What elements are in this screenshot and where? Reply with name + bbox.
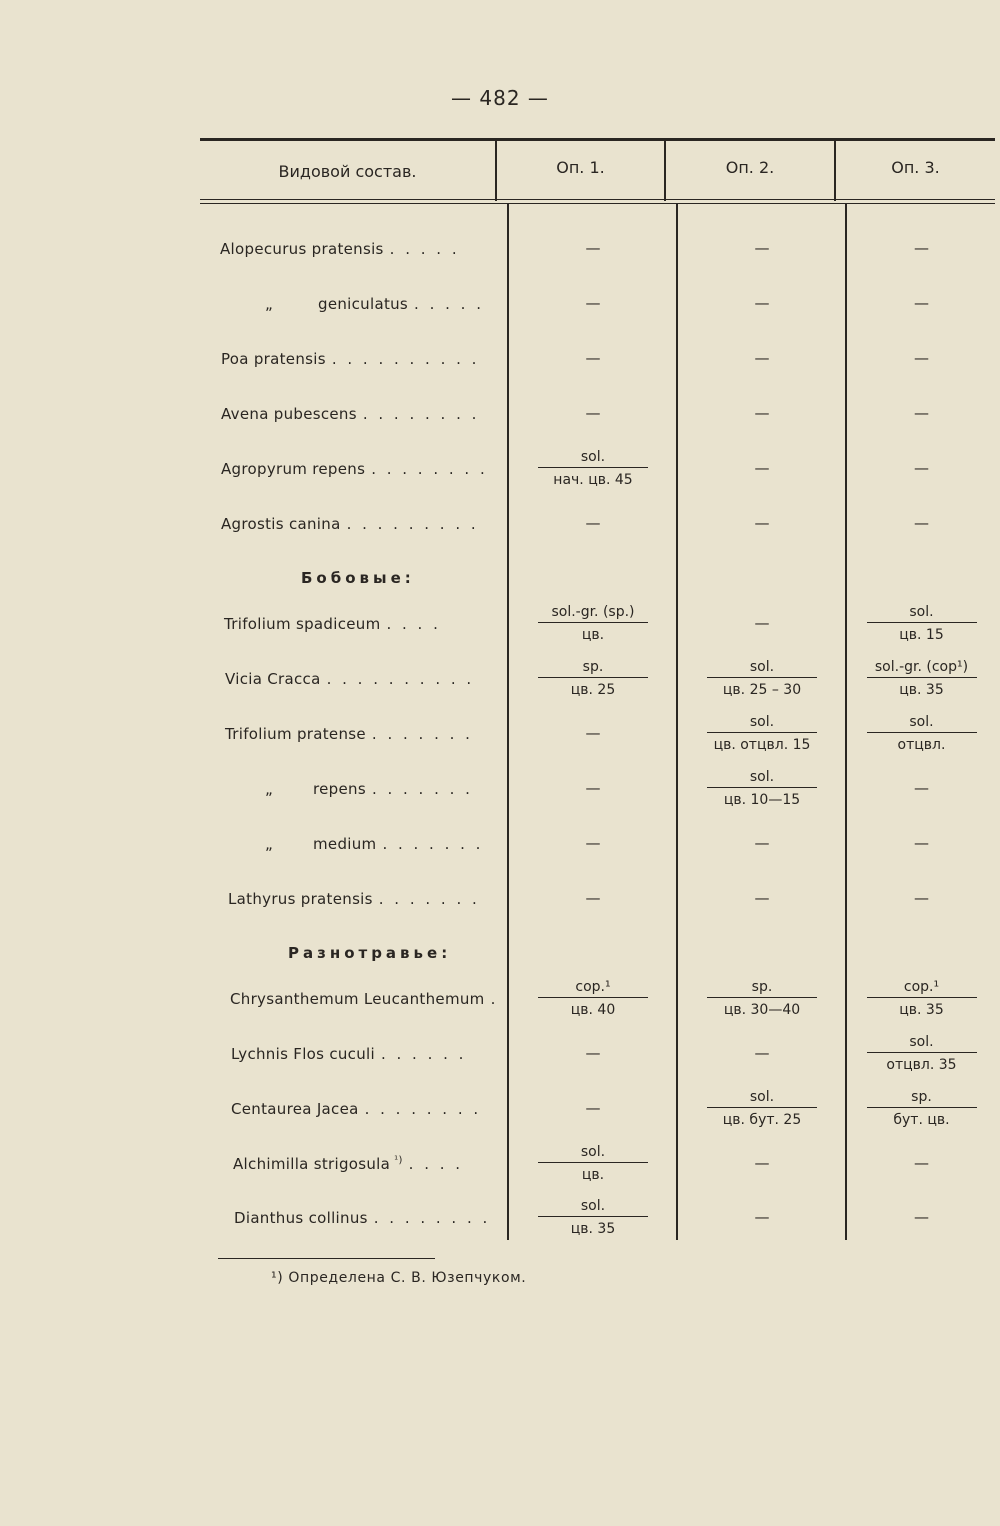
cell-fraction (848, 605, 995, 642)
species-name (221, 350, 479, 368)
species-label: Centaurea Jacea (231, 1100, 359, 1118)
cell-phenology: цв. 25 – 30 (722, 682, 802, 698)
leader-dots: . . . . (386, 615, 441, 633)
species-label: Vicia Cracca (225, 670, 321, 688)
leader-dots: . . . . . . . . (371, 460, 488, 478)
header-op1: Оп. 1. (556, 158, 605, 177)
footnote-ref: ¹) (394, 1155, 403, 1166)
leader-dots: . . . . . . . (382, 835, 484, 853)
cell-fraction (510, 605, 676, 642)
cell-abundance: sol. (909, 604, 934, 620)
cell-fraction (848, 1090, 995, 1127)
cell-abundance: sol. (749, 1089, 775, 1105)
cell-abundance: cop.¹ (903, 979, 940, 995)
cell-dash: — (585, 1099, 601, 1117)
cell-dash: — (754, 889, 770, 907)
species-name (225, 725, 473, 743)
species-label: Avena pubescens (221, 405, 357, 423)
cell-dash: — (914, 294, 929, 312)
species-label: Agropyrum repens (221, 460, 366, 478)
cell-dash: — (754, 834, 770, 852)
cell-dash: — (914, 1208, 929, 1226)
cell-dash: — (585, 294, 601, 312)
cell-phenology: цв. 30—40 (723, 1002, 801, 1018)
cell-dash: — (914, 834, 929, 852)
cell-dash: — (754, 239, 770, 257)
cell-dash: — (754, 294, 770, 312)
leader-dots: . . . . . . . (378, 890, 480, 908)
cell-dash: — (754, 514, 770, 532)
section-legumes: Бобовые: (301, 569, 415, 587)
ditto-mark: „ (265, 780, 274, 798)
cell-dash: — (754, 1208, 770, 1226)
cell-abundance: cop.¹ (575, 979, 611, 995)
cell-dash: — (754, 614, 770, 632)
cell-abundance: sol. (909, 714, 934, 730)
cell-dash: — (585, 1044, 601, 1062)
footnote (271, 1270, 526, 1286)
leader-dots: . . . . . . . (371, 780, 473, 798)
cell-fraction (848, 715, 995, 752)
species-label: Chrysanthemum Leucanthemum (230, 990, 485, 1008)
cell-fraction (510, 450, 676, 487)
cell-fraction (848, 980, 995, 1017)
cell-dash: — (754, 1044, 770, 1062)
cell-dash: — (585, 514, 601, 532)
cell-fraction (848, 1035, 995, 1072)
species-label: geniculatus (318, 295, 409, 313)
species-name (225, 670, 474, 688)
species-label: medium (313, 835, 377, 853)
cell-phenology: цв. (581, 627, 605, 643)
cell-fraction (510, 980, 676, 1017)
leader-dots: . . . . . . . . . (346, 515, 479, 533)
cell-dash: — (585, 349, 601, 367)
leader-dots: . (490, 990, 499, 1008)
cell-abundance: sol.-gr. (cop¹) (874, 659, 969, 675)
cell-dash: — (914, 514, 929, 532)
cell-fraction (848, 660, 995, 697)
species-label: Dianthus collinus (234, 1209, 368, 1227)
species-name (231, 1100, 481, 1118)
cell-phenology: цв. 15 (899, 627, 944, 643)
cell-phenology: цв. 35 (570, 1221, 616, 1237)
cell-abundance: sol. (909, 1034, 934, 1050)
cell-abundance: sol. (580, 449, 606, 465)
cell-dash: — (585, 724, 601, 742)
cell-fraction (510, 660, 676, 697)
species-label: Trifolium pratense (225, 725, 366, 743)
species-label: Poa pratensis (221, 350, 326, 368)
leader-dots: . . . . . . . . . . (326, 670, 475, 688)
species-name (231, 1045, 466, 1063)
cell-phenology: отцвл. 35 (886, 1057, 957, 1073)
header-bottom-rule-2 (200, 203, 995, 204)
cell-dash: — (914, 1154, 929, 1172)
footnote-rule (218, 1258, 435, 1259)
cell-dash: — (754, 349, 770, 367)
cell-dash: — (914, 779, 929, 797)
cell-dash: — (754, 459, 770, 477)
footnote-text: Определена С. В. Юзепчуком. (288, 1270, 527, 1286)
leader-dots: . . . . (408, 1155, 464, 1173)
cell-phenology: цв. 35 (899, 682, 944, 698)
species-name (234, 1209, 490, 1227)
cell-abundance: sol. (749, 659, 775, 675)
cell-dash: — (914, 349, 929, 367)
section-forbs: Разнотравье: (288, 944, 452, 962)
column-divider-body-1 (507, 204, 509, 1240)
cell-phenology: отцвл. (897, 737, 946, 753)
species-label: repens (313, 780, 366, 798)
species-name (265, 835, 484, 853)
cell-phenology: нач. цв. 45 (553, 472, 633, 488)
cell-dash: — (585, 834, 601, 852)
species-name (220, 240, 460, 258)
cell-abundance: sol. (580, 1144, 606, 1160)
species-name (221, 515, 479, 533)
cell-dash: — (754, 404, 770, 422)
ditto-mark: „ (265, 835, 274, 853)
cell-phenology: цв. бут. 25 (722, 1112, 802, 1128)
species-name (224, 615, 441, 633)
cell-fraction (680, 660, 844, 697)
species-label: Alopecurus pratensis (220, 240, 384, 258)
cell-dash: — (585, 889, 601, 907)
leader-dots: . . . . . . . . (373, 1209, 491, 1227)
header-op2: Оп. 2. (725, 158, 775, 177)
ditto-mark: „ (265, 295, 274, 313)
leader-dots: . . . . . . (380, 1045, 467, 1063)
species-name (265, 780, 473, 798)
cell-fraction (680, 980, 844, 1017)
header-species: Видовой состав. (278, 162, 417, 181)
cell-fraction (510, 1145, 676, 1182)
cell-fraction (680, 770, 844, 807)
cell-abundance: sp. (911, 1089, 932, 1105)
species-label: Lathyrus pratensis (228, 890, 373, 908)
cell-abundance: sol. (580, 1198, 606, 1214)
cell-phenology: бут. цв. (893, 1112, 950, 1128)
species-label: Alchimilla strigosula (233, 1155, 391, 1173)
page-number: — 482 — (451, 86, 549, 110)
cell-fraction (680, 1090, 844, 1127)
species-label: Agrostis canina (221, 515, 341, 533)
species-label: Lychnis Flos cuculi (231, 1045, 375, 1063)
header-bottom-rule (200, 199, 995, 200)
cell-abundance: sol. (749, 714, 775, 730)
leader-dots: . . . . . . . . . . (331, 350, 480, 368)
column-divider-body-2 (676, 204, 678, 1240)
cell-phenology: цв. 25 (570, 682, 616, 698)
cell-abundance: sp. (582, 659, 604, 675)
cell-abundance: sol.-gr. (sp.) (551, 604, 635, 620)
species-label: Trifolium spadiceum (224, 615, 381, 633)
cell-dash: — (754, 1154, 770, 1172)
species-name (233, 1155, 463, 1173)
leader-dots: . . . . . (414, 295, 484, 313)
footnote-mark: ¹) (271, 1270, 284, 1286)
cell-phenology: цв. (581, 1167, 605, 1183)
column-divider-body-3 (845, 204, 847, 1240)
cell-dash: — (914, 404, 929, 422)
cell-fraction (510, 1199, 676, 1236)
cell-phenology: цв. 35 (899, 1002, 944, 1018)
header-op3: Оп. 3. (891, 158, 940, 177)
leader-dots: . . . . . . . . (364, 1100, 482, 1118)
cell-phenology: цв. 40 (570, 1002, 616, 1018)
cell-dash: — (914, 889, 929, 907)
cell-dash: — (585, 404, 601, 422)
cell-abundance: sol. (749, 769, 775, 785)
cell-abundance: sp. (751, 979, 773, 995)
species-name (230, 990, 498, 1008)
leader-dots: . . . . . . . (371, 725, 473, 743)
leader-dots: . . . . . . . . (362, 405, 480, 423)
species-name (221, 405, 479, 423)
species-name (221, 460, 488, 478)
table-top-rule (200, 138, 995, 141)
species-name (265, 295, 484, 313)
cell-dash: — (914, 239, 929, 257)
cell-fraction (680, 715, 844, 752)
species-name (228, 890, 480, 908)
cell-phenology: цв. отцвл. 15 (713, 737, 811, 753)
cell-dash: — (914, 459, 929, 477)
cell-dash: — (585, 239, 601, 257)
cell-dash: — (585, 779, 601, 797)
leader-dots: . . . . . (389, 240, 460, 258)
cell-phenology: цв. 10—15 (723, 792, 801, 808)
